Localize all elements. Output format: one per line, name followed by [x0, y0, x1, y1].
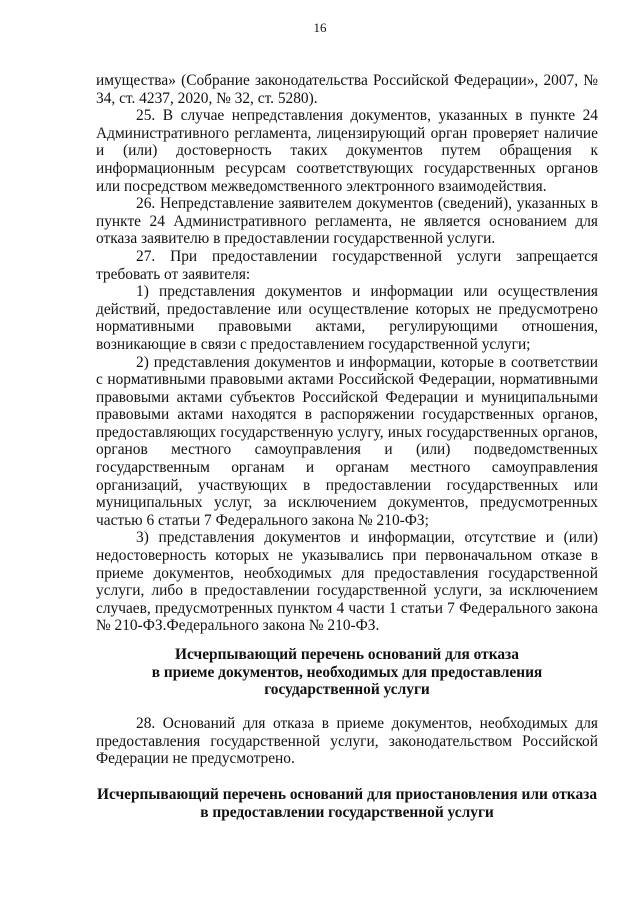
paragraph-27: 27. При предоставлении государственной услуги запрещается требовать от заявителя:	[96, 247, 598, 283]
section-heading-refusal-acceptance	[96, 646, 598, 699]
list-item-1: 1) представления документов и информации или осуществления действий, предоставление или осуществление которых не предусмотрено нормативными правовыми актами, регулирующими отношения, возникающие в связи с предоставлением государственной услуги;	[96, 283, 598, 353]
document-body	[96, 72, 598, 635]
heading-line: в предоставлении государственной услуги	[200, 803, 494, 821]
heading-line: в приеме документов, необходимых для предоставления	[151, 663, 543, 681]
page-number: 16	[313, 20, 327, 35]
list-item-3: 3) представления документов и информации, отсутствие и (или) недостоверность которых не указывались при первоначальном отказе в приеме документов, необходимых для предоставления государственной услуги, либо в предоставлении государственной услуги, за исключением случаев, предусмотренных пунктом 4 части 1 статьи 7 Федерального закона № 210-ФЗ.Федерального закона № 210-ФЗ.	[96, 529, 598, 635]
paragraph-continuation: имущества» (Собрание законодательства Российской Федерации», 2007, № 34, ст. 4237, 2020, № 32, ст. 5280).	[96, 72, 598, 107]
list-item-2: 2) представления документов и информации, которые в соответствии с нормативными правовыми актами Российской Федерации, нормативными правовыми актами субъектов Российской Федерации и муниципальными правовыми актами находятся в распоряжении государственных органов, предоставляющих государственную услугу, иных государственных органов, органов местного самоуправления и (или) подведомственных государственным органам и органам местного самоуправления организаций, участвующих в предоставлении государственных или муниципальных услуг, за исключением документов, предусмотренных частью 6 статьи 7 Федерального закона № 210-ФЗ;	[96, 353, 598, 529]
paragraph-28: 28. Оснований для отказа в приеме документов, необходимых для предоставления государственной услуги, законодательством Российской Федерации не предусмотрено.	[96, 715, 598, 768]
heading-line: Исчерпывающий перечень оснований для отказа	[175, 646, 519, 663]
paragraph-26: 26. Непредставление заявителем документов (сведений), указанных в пункте 24 Административного регламента, не является основанием для отказа заявителю в предоставлении государственной услуги.	[96, 195, 598, 248]
heading-line: государственной услуги	[264, 681, 430, 699]
paragraph-25: 25. В случае непредставления документов, указанных в пункте 24 Административного регламента, лицензирующий орган проверяет наличие и (или) достоверность таких документов путем обращения к информационным ресурсам соответствующих государственных органов или посредством межведомственного электронного взаимодействия.	[96, 107, 598, 195]
section-body-28	[96, 715, 598, 768]
section-heading-suspension	[96, 786, 598, 821]
heading-line: Исчерпывающий перечень оснований для приостановления или отказа	[96, 786, 598, 803]
